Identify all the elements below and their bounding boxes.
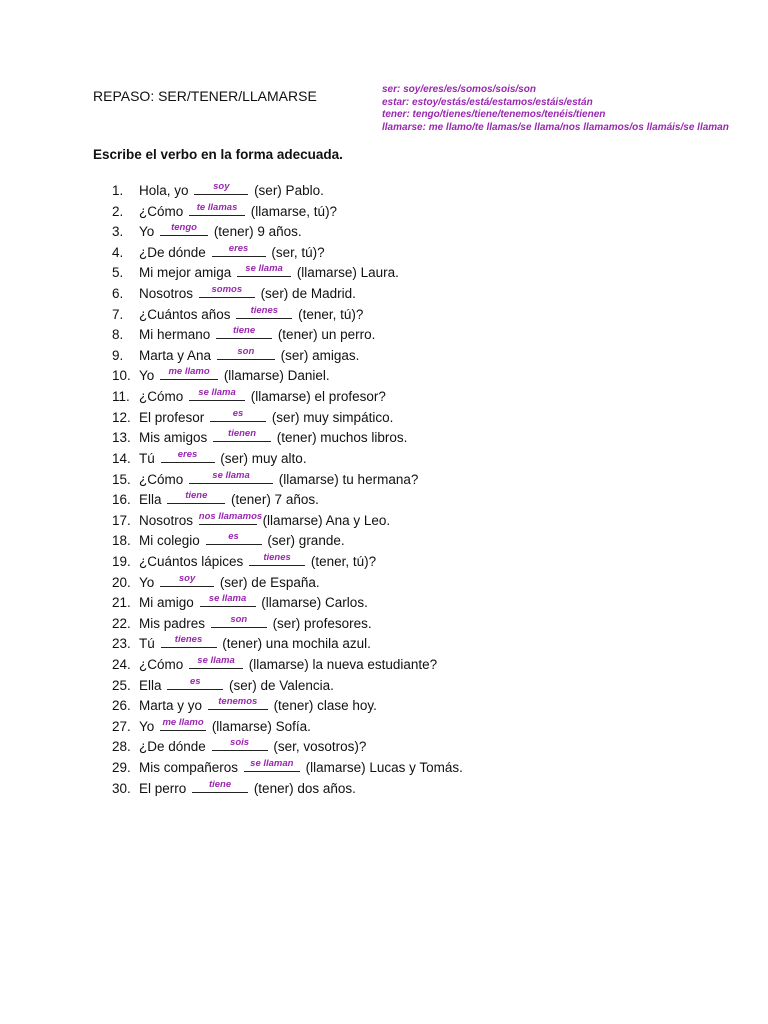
exercise-item (112, 492, 463, 513)
handwritten-answer: tienes (174, 634, 203, 646)
answer-blank (237, 265, 291, 277)
item-verb-hint: (ser) muy alto. (220, 450, 307, 466)
handwritten-answer: se llaman (250, 758, 294, 770)
reference-estar: estar: estoy/estás/está/estamos/estáis/están (382, 96, 593, 108)
item-verb-hint: (tener) muchos libros. (276, 430, 408, 446)
handwritten-answer: tiene (232, 325, 256, 337)
handwritten-answer: somos (211, 284, 243, 296)
item-number: 15. (112, 471, 131, 487)
item-number: 12. (112, 409, 131, 425)
item-verb-hint: (tener) una mochila azul. (222, 636, 371, 652)
item-prompt: Marta y yo (139, 698, 203, 714)
item-number: 3. (112, 224, 124, 240)
item-number: 13. (112, 430, 131, 446)
item-number: 25. (112, 677, 131, 693)
answer-blank (192, 778, 248, 793)
exercise-item (112, 265, 463, 286)
answer-blank (189, 201, 245, 216)
answer-blank (200, 595, 256, 607)
handwritten-answer: me llamo (162, 716, 204, 728)
answer-blank (206, 533, 262, 545)
item-number: 17. (112, 512, 131, 528)
exercise-item (112, 304, 463, 328)
handwritten-answer: sois (230, 737, 250, 749)
item-prompt: Mis amigos (139, 430, 208, 446)
reference-llamarse: llamarse: me llamo/te llamas/se llama/nos llamamos/os llamáis/se llaman (382, 121, 729, 133)
handwritten-answer: se llama (208, 593, 247, 605)
reference-ser: ser: soy/eres/es/somos/sois/son (382, 84, 536, 95)
item-number: 23. (112, 636, 131, 652)
answer-blank (194, 183, 248, 195)
item-prompt: Mi hermano (139, 327, 211, 343)
exercise-item (112, 778, 463, 802)
item-number: 1. (112, 183, 124, 198)
answer-blank (167, 675, 223, 690)
handwritten-answer: tienes (250, 304, 279, 316)
item-verb-hint: (ser) Pablo. (254, 183, 324, 198)
answer-blank (244, 760, 300, 772)
answer-blank (160, 716, 206, 731)
item-prompt: Mis padres (139, 615, 206, 631)
item-prompt: Mi colegio (139, 533, 200, 549)
item-prompt: El perro (139, 780, 187, 796)
answer-blank (160, 224, 208, 236)
item-prompt: ¿Cómo (139, 471, 184, 487)
answer-blank (249, 551, 305, 566)
answer-blank (212, 242, 266, 257)
handwritten-answer: te llamas (196, 201, 238, 213)
answer-blank (211, 613, 267, 628)
exercise-item (112, 183, 463, 204)
item-number: 16. (112, 492, 131, 508)
item-prompt: Tú (139, 636, 155, 652)
answer-blank (208, 698, 268, 710)
worksheet-title: REPASO: SER/TENER/LLAMARSE (93, 88, 317, 104)
item-prompt: ¿De dónde (139, 244, 206, 260)
handwritten-answer: tenemos (218, 696, 258, 708)
item-prompt: ¿Cuántos lápices (139, 553, 244, 569)
handwritten-answer: tienes (263, 551, 291, 563)
exercise-item (112, 224, 463, 245)
answer-blank (210, 407, 266, 422)
item-number: 7. (112, 306, 124, 322)
item-verb-hint: (llamarse, tú)? (250, 203, 338, 219)
handwritten-answer: se llama (212, 469, 250, 481)
item-number: 29. (112, 760, 131, 776)
item-prompt: ¿Cuántos años (139, 306, 231, 322)
item-prompt: Marta y Ana (139, 347, 212, 363)
item-number: 5. (112, 265, 124, 281)
handwritten-answer: se llama (198, 387, 236, 399)
exercise-list (112, 183, 463, 801)
item-verb-hint: (llamarse) Carlos. (261, 595, 368, 611)
answer-blank (212, 739, 268, 751)
item-number: 2. (112, 203, 124, 219)
exercise-item (112, 389, 463, 410)
item-verb-hint: (tener, tú)? (310, 553, 377, 569)
item-prompt: ¿Cómo (139, 657, 184, 673)
item-verb-hint: (tener) clase hoy. (273, 698, 377, 714)
exercise-item (112, 675, 463, 699)
item-prompt: Nosotros (139, 512, 194, 528)
item-prompt: ¿De dónde (139, 739, 206, 755)
handwritten-answer: eres (228, 242, 249, 254)
item-verb-hint: (ser, tú)? (271, 244, 325, 260)
handwritten-answer: es (232, 407, 244, 419)
exercise-item (112, 716, 463, 740)
exercise-item (112, 368, 463, 389)
handwritten-answer: son (230, 613, 248, 625)
answer-blank (160, 572, 214, 587)
item-verb-hint: (ser) profesores. (272, 615, 372, 631)
item-number: 11. (112, 389, 130, 405)
handwritten-answer: me llamo (168, 366, 210, 378)
item-number: 9. (112, 347, 124, 363)
handwritten-answer: son (237, 345, 255, 357)
answer-blank (236, 304, 292, 319)
item-number: 24. (112, 657, 131, 673)
answer-blank (213, 430, 271, 442)
item-number: 14. (112, 450, 131, 466)
item-number: 20. (112, 574, 131, 590)
exercise-item (112, 469, 463, 493)
handwritten-answer: soy (213, 181, 230, 192)
handwritten-answer: es (189, 675, 201, 687)
item-verb-hint: (llamarse) Ana y Leo. (262, 512, 391, 528)
answer-blank (189, 657, 243, 669)
item-number: 21. (112, 595, 131, 611)
answer-blank (217, 345, 275, 360)
handwritten-answer: se llama (245, 263, 283, 275)
handwritten-answer: tiene (185, 490, 208, 502)
item-verb-hint: (llamarse) la nueva estudiante? (248, 657, 438, 673)
item-verb-hint: (tener, tú)? (298, 306, 364, 322)
answer-blank (198, 510, 263, 525)
handwritten-answer: tienen (228, 428, 257, 440)
item-number: 28. (112, 739, 131, 755)
item-number: 19. (112, 553, 131, 569)
item-prompt: Ella (139, 492, 162, 508)
reference-tener: tener: tengo/tienes/tiene/tenemos/tenéis/tienen (382, 109, 606, 120)
handwritten-answer: tengo (171, 222, 197, 234)
exercise-item (112, 636, 463, 657)
item-number: 18. (112, 533, 131, 549)
item-prompt: Mis compañeros (139, 760, 239, 776)
item-prompt: ¿Cómo (139, 389, 184, 405)
item-prompt: Ella (139, 677, 162, 693)
item-prompt: Mi mejor amiga (139, 265, 232, 281)
verb-reference-box (382, 84, 729, 134)
exercise-item (112, 448, 463, 472)
item-prompt: Yo (139, 224, 155, 240)
item-prompt: Nosotros (139, 286, 194, 302)
item-verb-hint: (llamarse) Daniel. (223, 368, 330, 384)
item-verb-hint: (llamarse) Sofía. (211, 718, 311, 734)
item-prompt: Tú (139, 450, 155, 466)
handwritten-answer: se llama (197, 655, 235, 667)
exercise-item (112, 595, 463, 616)
answer-blank (199, 286, 255, 298)
item-verb-hint: (llamarse) Laura. (296, 265, 399, 281)
item-prompt: Hola, yo (139, 183, 189, 198)
answer-blank (161, 448, 215, 463)
item-verb-hint: (tener) dos años. (253, 780, 356, 796)
item-number: 27. (112, 718, 131, 734)
item-prompt: Mi amigo (139, 595, 194, 611)
item-verb-hint: (tener) 9 años. (213, 224, 302, 240)
handwritten-answer: soy (178, 572, 196, 584)
item-prompt: Yo (139, 574, 155, 590)
item-prompt: Yo (139, 368, 155, 384)
item-verb-hint: (ser) grande. (267, 533, 345, 549)
answer-blank (189, 469, 273, 484)
item-verb-hint: (tener) un perro. (277, 327, 376, 343)
exercise-item (112, 572, 463, 596)
answer-blank (189, 389, 245, 401)
item-verb-hint: (tener) 7 años. (231, 492, 319, 508)
item-number: 10. (112, 368, 131, 384)
item-number: 6. (112, 286, 124, 302)
handwritten-answer: eres (177, 448, 198, 460)
item-number: 22. (112, 615, 131, 631)
handwritten-answer: tiene (208, 778, 232, 790)
item-verb-hint: (ser) de Madrid. (260, 286, 356, 302)
item-verb-hint: (ser) de Valencia. (229, 677, 334, 693)
answer-blank (216, 327, 272, 339)
handwritten-answer: es (228, 531, 239, 543)
item-number: 30. (112, 780, 131, 796)
item-verb-hint: (ser, vosotros)? (273, 739, 367, 755)
item-verb-hint: (llamarse) el profesor? (250, 389, 386, 405)
item-prompt: Yo (139, 718, 155, 734)
item-number: 4. (112, 244, 124, 260)
item-number: 8. (112, 327, 124, 343)
exercise-item (112, 657, 463, 678)
exercise-item (112, 510, 463, 534)
answer-blank (160, 368, 218, 380)
answer-blank (167, 492, 225, 504)
item-prompt: El profesor (139, 409, 205, 425)
item-prompt: ¿Cómo (139, 203, 184, 219)
answer-blank (161, 636, 217, 648)
item-verb-hint: (ser) amigas. (280, 347, 360, 363)
exercise-item (112, 760, 463, 781)
item-number: 26. (112, 698, 131, 714)
exercise-item (112, 327, 463, 348)
exercise-item (112, 407, 463, 431)
item-verb-hint: (llamarse) tu hermana? (278, 471, 419, 487)
item-verb-hint: (ser) de España. (219, 574, 320, 590)
item-verb-hint: (ser) muy simpático. (271, 409, 394, 425)
handwritten-answer: nos llamamos (198, 510, 263, 522)
item-verb-hint: (llamarse) Lucas y Tomás. (305, 760, 463, 776)
instruction: Escribe el verbo en la forma adecuada. (93, 147, 343, 162)
